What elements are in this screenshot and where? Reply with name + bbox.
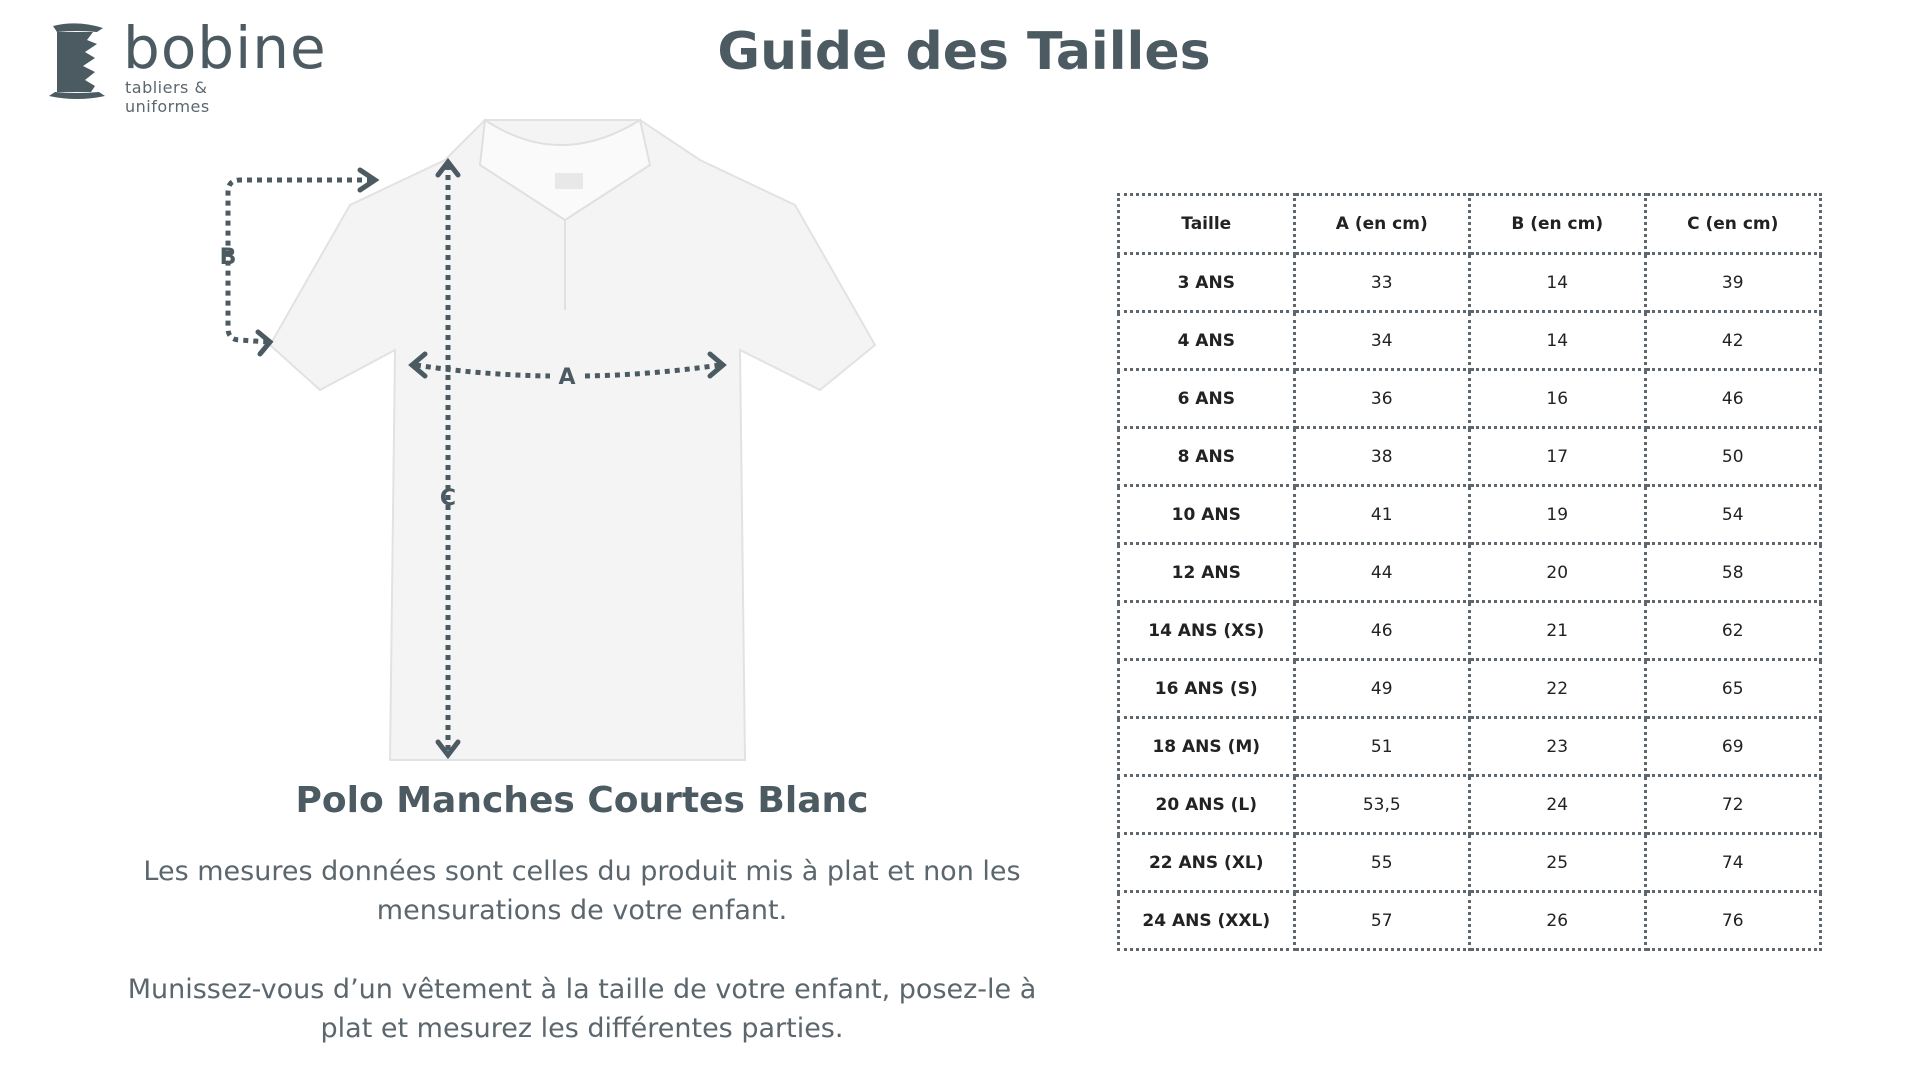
measure-cell: 21 [1470,602,1646,660]
measure-cell: 19 [1470,486,1646,544]
size-cell: 6 ANS [1119,370,1295,428]
size-cell: 12 ANS [1119,544,1295,602]
table-row [1119,718,1821,776]
measure-cell: 72 [1645,776,1821,834]
measure-cell: 20 [1470,544,1646,602]
measure-cell: 50 [1645,428,1821,486]
measure-cell: 36 [1294,370,1470,428]
product-title: Polo Manches Courtes Blanc [295,780,869,821]
measure-cell: 51 [1294,718,1470,776]
measure-cell: 62 [1645,602,1821,660]
table-row [1119,544,1821,602]
label-a: A [558,365,576,390]
measure-cell: 54 [1645,486,1821,544]
measure-cell: 76 [1645,892,1821,950]
column-header: C (en cm) [1645,195,1821,254]
size-cell: 3 ANS [1119,254,1295,312]
measure-instructions: Munissez-vous d’un vêtement à la taille de votre enfant, posez-le à plat et mesurez les différentes parties. [127,974,1037,1044]
size-cell: 14 ANS (XS) [1119,602,1295,660]
measure-cell: 46 [1294,602,1470,660]
table-row [1119,892,1821,950]
brand-tagline: tabliers & uniformes [125,78,210,116]
table-row [1119,486,1821,544]
measure-cell: 39 [1645,254,1821,312]
size-cell: 8 ANS [1119,428,1295,486]
size-cell: 10 ANS [1119,486,1295,544]
measure-cell: 49 [1294,660,1470,718]
measure-cell: 14 [1470,312,1646,370]
measure-cell: 34 [1294,312,1470,370]
measure-cell: 23 [1470,718,1646,776]
measure-cell: 74 [1645,834,1821,892]
measure-cell: 58 [1645,544,1821,602]
table-header-row [1119,195,1821,254]
measure-cell: 65 [1645,660,1821,718]
size-cell: 22 ANS (XL) [1119,834,1295,892]
size-cell: 18 ANS (M) [1119,718,1295,776]
polo-size-diagram [220,110,900,780]
table-row [1119,602,1821,660]
measure-cell: 24 [1470,776,1646,834]
table-row [1119,428,1821,486]
column-header: B (en cm) [1470,195,1646,254]
measure-note: Les mesures données sont celles du produit mis à plat et non les mensurations de votre enfant. [143,856,1021,926]
measure-cell: 33 [1294,254,1470,312]
measure-cell: 42 [1645,312,1821,370]
measure-cell: 44 [1294,544,1470,602]
page-title: Guide des Tailles [717,22,1211,82]
brand-name: bobine [123,14,327,82]
label-b: B [220,245,237,270]
column-header: Taille [1119,195,1295,254]
table-row [1119,254,1821,312]
table-row [1119,370,1821,428]
size-cell: 4 ANS [1119,312,1295,370]
measure-cell: 25 [1470,834,1646,892]
measure-cell: 14 [1470,254,1646,312]
table-row [1119,660,1821,718]
measure-cell: 53,5 [1294,776,1470,834]
measure-cell: 22 [1470,660,1646,718]
table-row [1119,312,1821,370]
polo-shirt-image [270,120,875,760]
column-header: A (en cm) [1294,195,1470,254]
measure-cell: 55 [1294,834,1470,892]
table-row [1119,776,1821,834]
measure-cell: 46 [1645,370,1821,428]
measure-cell: 17 [1470,428,1646,486]
size-table [1117,193,1822,951]
label-c: C [439,486,457,511]
measure-cell: 69 [1645,718,1821,776]
measure-cell: 41 [1294,486,1470,544]
measure-cell: 16 [1470,370,1646,428]
size-cell: 16 ANS (S) [1119,660,1295,718]
table-row [1119,834,1821,892]
measure-cell: 57 [1294,892,1470,950]
size-cell: 20 ANS (L) [1119,776,1295,834]
measure-cell: 26 [1470,892,1646,950]
measure-cell: 38 [1294,428,1470,486]
size-cell: 24 ANS (XXL) [1119,892,1295,950]
